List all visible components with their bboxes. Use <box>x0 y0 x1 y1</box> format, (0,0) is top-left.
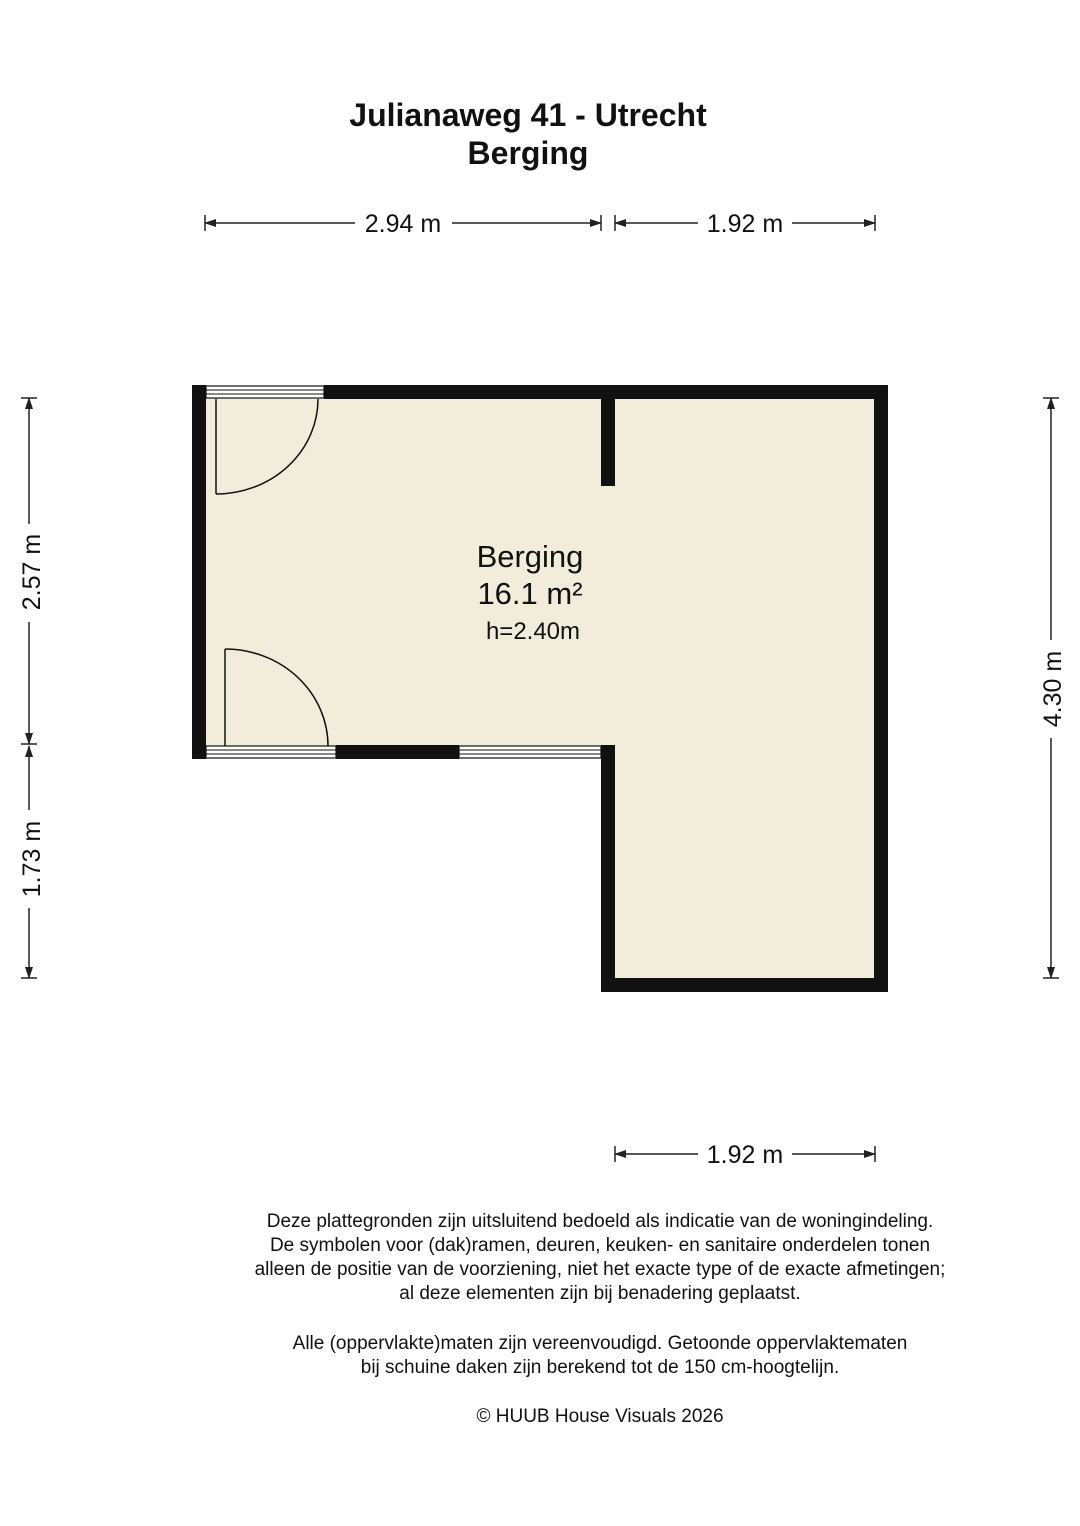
wall-bottom-right <box>601 978 888 992</box>
wall-inner-vertical <box>601 745 615 992</box>
disclaimer-line: Alle (oppervlakte)maten zijn vereenvoudigd. Getoonde oppervlaktematen <box>292 1333 908 1354</box>
dimension-bottom-label: 1.92 m <box>706 1141 784 1169</box>
window-bottom <box>459 746 601 758</box>
wall-stub <box>601 385 615 486</box>
room-height: h=2.40m <box>485 618 581 645</box>
disclaimer-line: De symbolen voor (dak)ramen, deuren, keuken- en sanitaire onderdelen tonen <box>269 1235 931 1256</box>
room-name: Berging <box>476 539 584 574</box>
dimension-left-lower-label: 1.73 m <box>18 820 46 898</box>
dimension-top-right-label: 1.92 m <box>706 210 784 238</box>
wall-right <box>874 385 888 992</box>
dimension-left-upper-label: 2.57 m <box>18 533 46 611</box>
disclaimer-block-2 <box>140 1332 1060 1380</box>
dimension-top-left-label: 2.94 m <box>364 210 442 238</box>
room-floor <box>205 397 880 984</box>
copyright-notice: © HUUB House Visuals 2026 <box>476 1406 724 1427</box>
disclaimer-line: Deze plattegronden zijn uitsluitend bedoeld als indicatie van de woningindeling. <box>266 1211 934 1232</box>
dimension-right-label: 4.30 m <box>1039 650 1067 728</box>
disclaimer-line: al deze elementen zijn bij benadering geplaatst. <box>399 1283 801 1304</box>
disclaimer-block-1 <box>140 1210 1060 1306</box>
disclaimer-line: alleen de positie van de voorziening, niet het exacte type of de exacte afmetingen; <box>254 1259 946 1280</box>
wall-bottom-segment <box>336 745 459 759</box>
plan-address-title: Julianaweg 41 - Utrecht <box>349 97 707 133</box>
wall-left <box>192 385 206 759</box>
plan-floor-title: Berging <box>467 135 589 171</box>
disclaimer-line: bij schuine daken zijn berekend tot de 150 cm-hoogtelijn. <box>360 1357 840 1378</box>
room-area: 16.1 m² <box>477 576 583 611</box>
